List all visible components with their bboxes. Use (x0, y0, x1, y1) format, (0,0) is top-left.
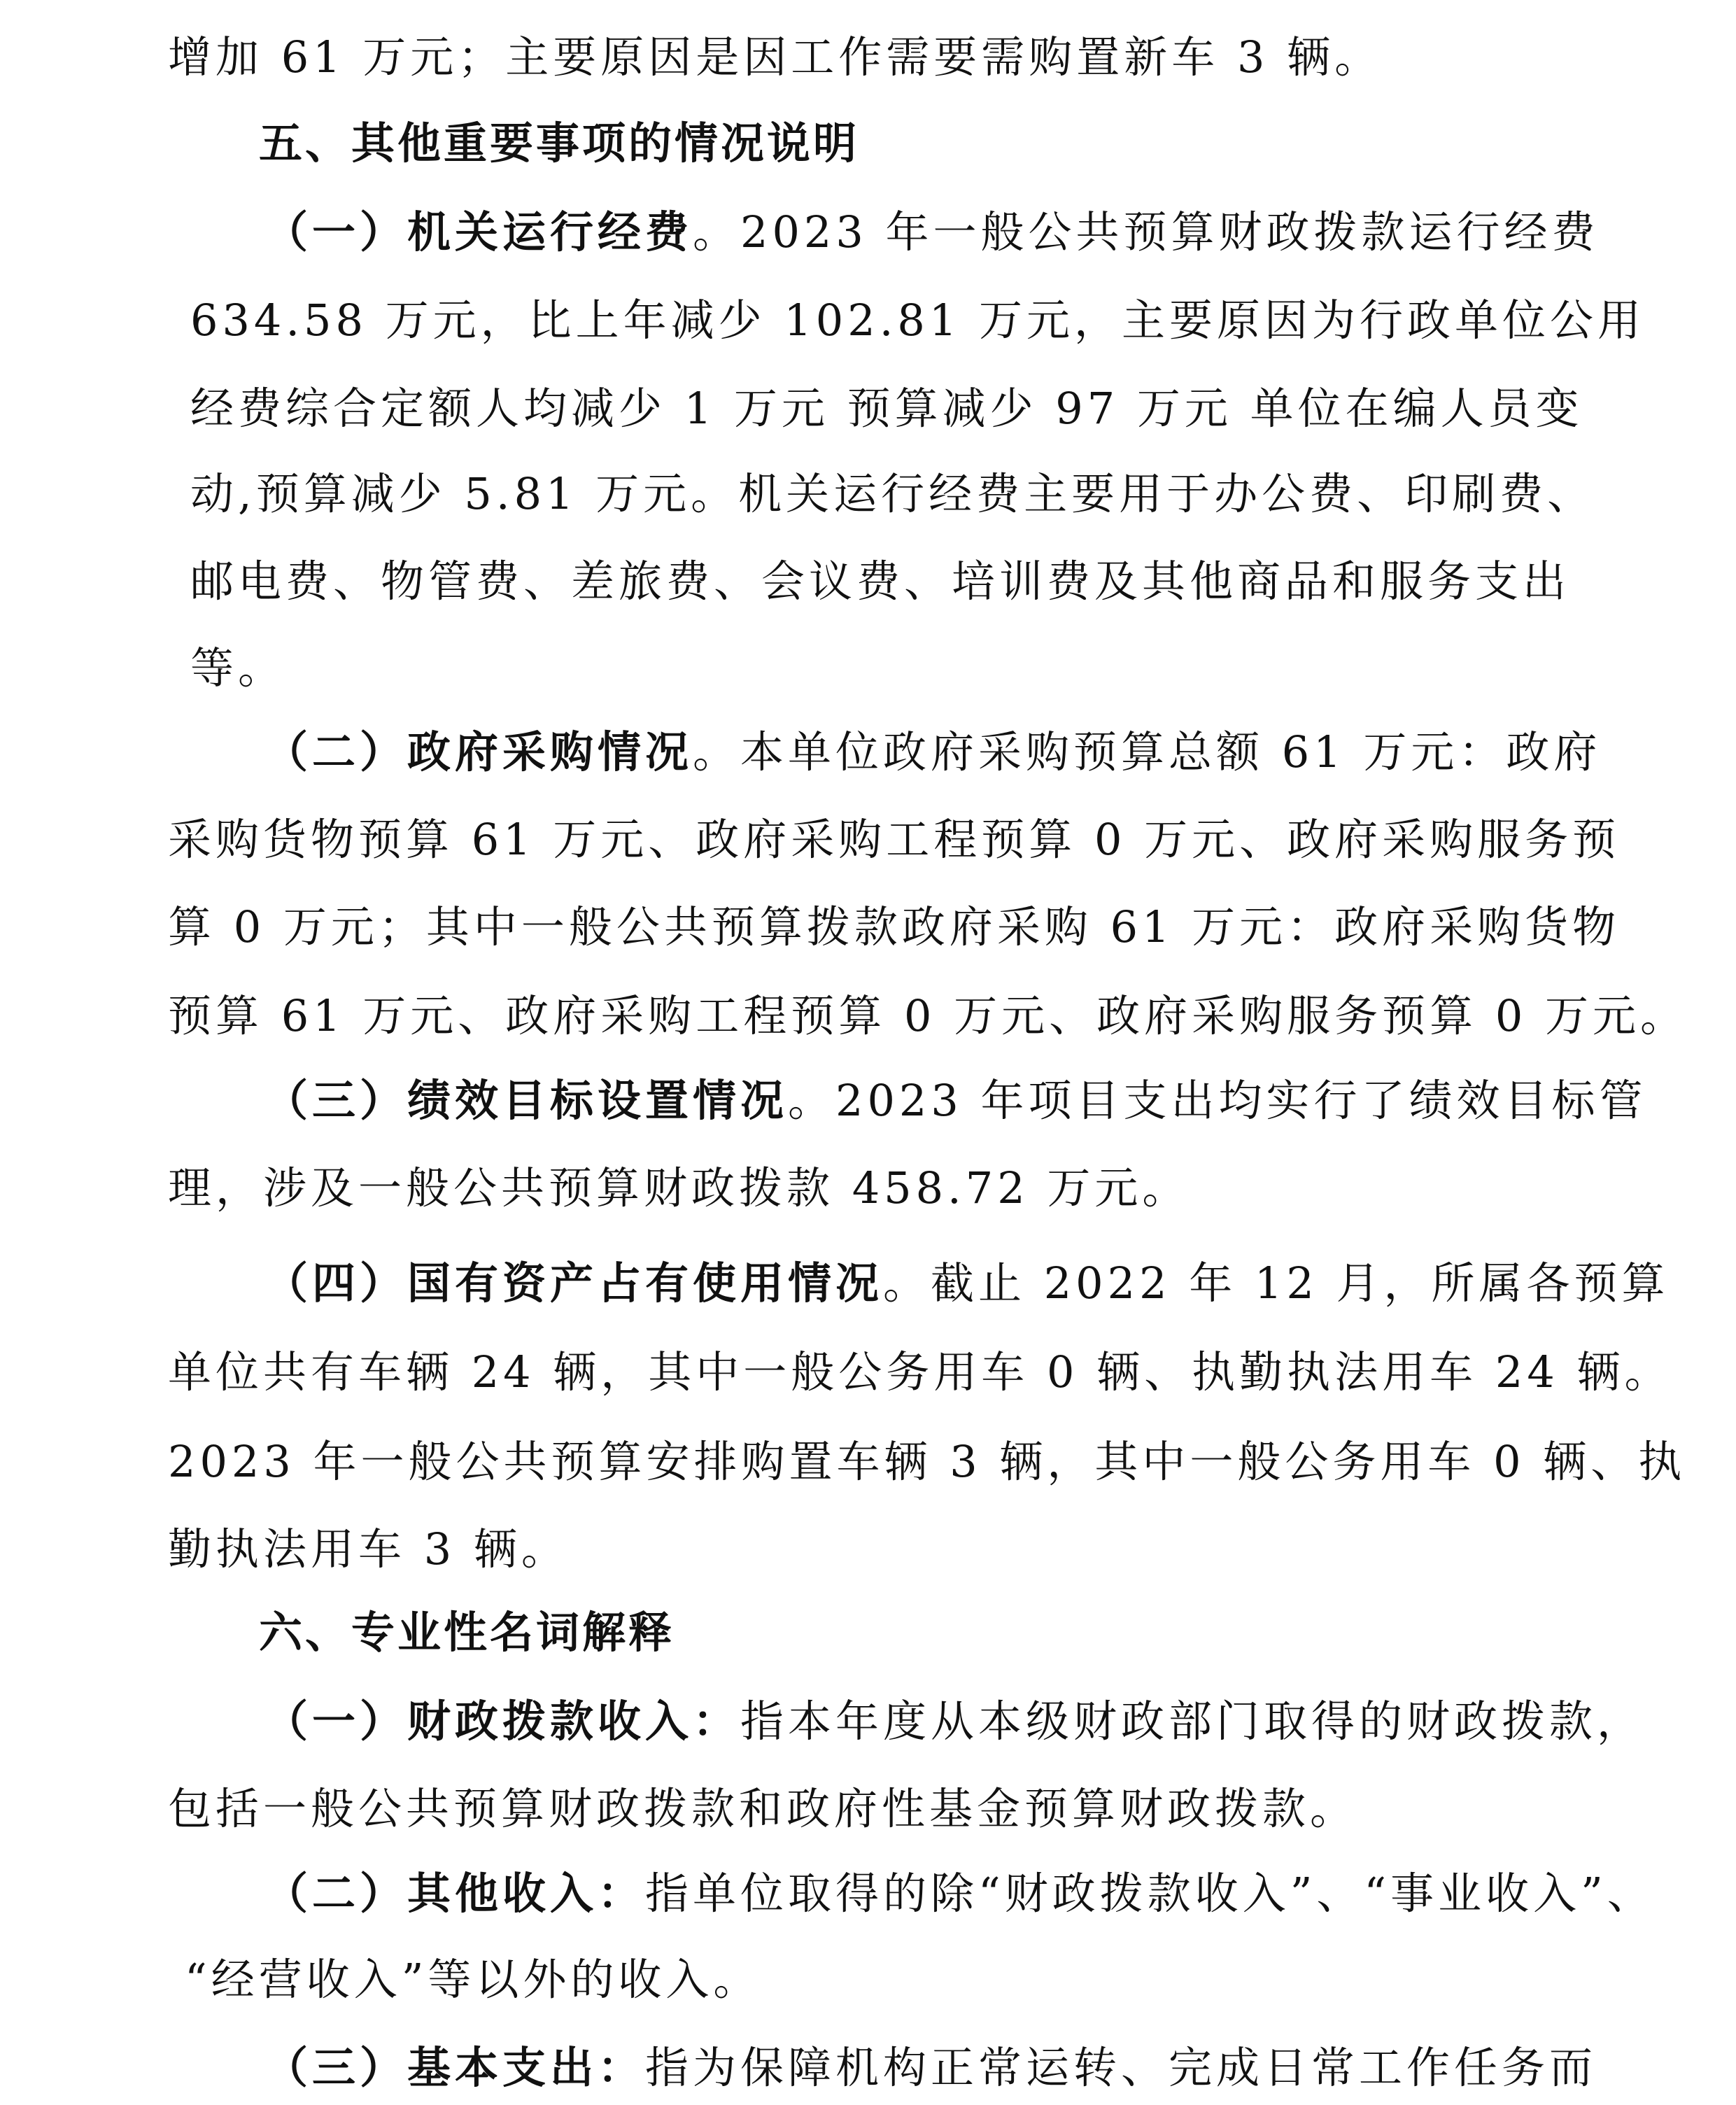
paragraph-line (168, 1521, 1588, 1577)
paragraph-line (168, 988, 1688, 1044)
text: 。截止 2022 年 12 月，所属各预算 (883, 1258, 1670, 1309)
paragraph-line (264, 724, 1685, 780)
text: 采购货物预算 61 万元、政府采购工程预算 0 万元、政府采购服务预 (168, 814, 1621, 865)
paragraph-line (168, 812, 1621, 868)
text: 邮电费、物管费、差旅费、会议费、培训费及其他商品和服务支出 (190, 556, 1571, 607)
paragraph-line (168, 1160, 1588, 1216)
text: “经营收入”等以外的收入。 (185, 1954, 761, 2005)
text: 增加 61 万元；主要原因是因工作需要需购置新车 3 辆。 (168, 31, 1383, 83)
term-title: （一）财政拨款收入： (264, 1696, 741, 1747)
text: 动,预算减少 5.81 万元。机关运行经费主要用于办公费、印刷费、 (190, 468, 1595, 519)
text: 2023 年一般公共预算安排购置车辆 3 辆，其中一般公务用车 0 辆、执 (168, 1436, 1686, 1487)
paragraph-line (190, 554, 1583, 610)
subsection-title: （一）机关运行经费 (264, 206, 693, 258)
text: 预算 61 万元、政府采购工程预算 0 万元、政府采购服务预算 0 万元。 (168, 990, 1688, 1041)
subsection-title: （三）绩效目标设置情况 (264, 1075, 789, 1126)
paragraph-line (190, 381, 1583, 437)
paragraph-line (185, 1952, 1605, 2008)
text: 。2023 年一般公共预算财政拨款运行经费 (693, 206, 1600, 258)
paragraph-line (264, 1073, 1685, 1129)
paragraph-line (168, 1344, 1672, 1400)
text: 等。 (190, 642, 286, 694)
paragraph-line (190, 466, 1595, 522)
paragraph-line (264, 2040, 1685, 2096)
paragraph-line (190, 640, 1583, 696)
paragraph-line (264, 1255, 1685, 1311)
paragraph-line (264, 1866, 1685, 1922)
section-heading-6 (259, 1605, 1679, 1661)
text: 指单位取得的除“财政拨款收入”、“事业收入”、 (645, 1868, 1655, 1919)
paragraph-line (168, 899, 1621, 955)
text: 指为保障机构正常运转、完成日常工作任务而 (645, 2042, 1597, 2093)
text: 经费综合定额人均减少 1 万元 预算减少 97 万元 单位在编人员变 (190, 383, 1583, 434)
term-title: （三）基本支出： (264, 2042, 646, 2093)
text: 。2023 年项目支出均实行了绩效目标管 (788, 1075, 1647, 1126)
term-title: （二）其他收入： (264, 1868, 646, 1919)
paragraph-line (264, 204, 1685, 260)
paragraph-line (264, 1694, 1685, 1750)
section-heading-5 (259, 115, 1679, 171)
heading-text: 六、专业性名词解释 (259, 1607, 675, 1658)
text: 包括一般公共预算财政拨款和政府性基金预算财政拨款。 (168, 1783, 1358, 1834)
paragraph-line (168, 1781, 1588, 1837)
text: 指本年度从本级财政部门取得的财政拨款， (740, 1696, 1645, 1747)
text: 勤执法用车 3 辆。 (168, 1523, 569, 1575)
paragraph-line (190, 293, 1646, 349)
subsection-title: （四）国有资产占有使用情况 (264, 1258, 884, 1309)
subsection-title: （二）政府采购情况 (264, 726, 693, 777)
text: 算 0 万元；其中一般公共预算拨款政府采购 61 万元：政府采购货物 (168, 901, 1621, 952)
paragraph-line (168, 1434, 1686, 1490)
text: 理，涉及一般公共预算财政拨款 458.72 万元。 (168, 1162, 1190, 1213)
text: 单位共有车辆 24 辆，其中一般公务用车 0 辆、执勤执法用车 24 辆。 (168, 1346, 1672, 1398)
text: 。本单位政府采购预算总额 61 万元：政府 (693, 726, 1602, 777)
text: 634.58 万元，比上年减少 102.81 万元，主要原因为行政单位公用 (190, 295, 1646, 346)
paragraph-line (168, 29, 1588, 85)
heading-text: 五、其他重要事项的情况说明 (259, 118, 860, 169)
